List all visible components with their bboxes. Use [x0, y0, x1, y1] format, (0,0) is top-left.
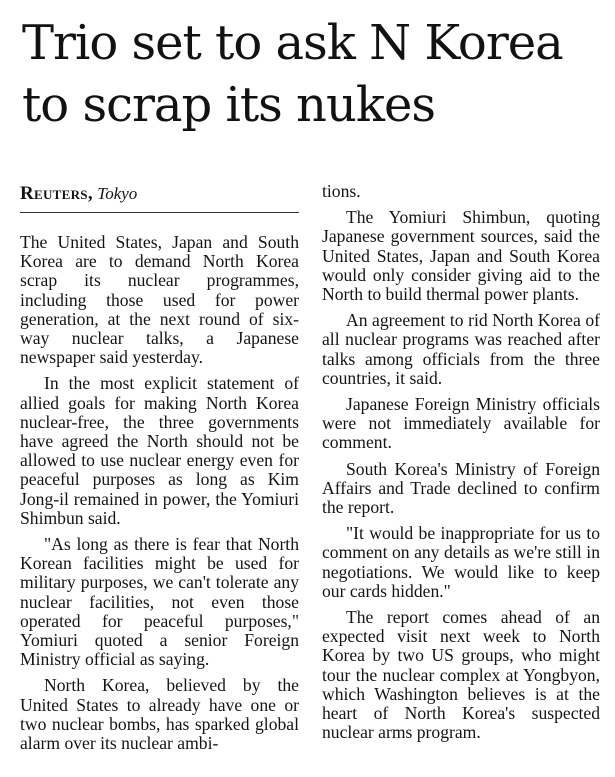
headline — [22, 12, 612, 136]
article-column-right — [322, 183, 600, 749]
news-agency: Reuters, — [20, 183, 93, 204]
paragraph-1: The United States, Japan and South Korea are to demand North Korea scrap its nuclear programmes, including those used for power generation, at the next round of six-way nuclear talks, a Japanese newspaper said yesterday. — [20, 232, 299, 368]
paragraph-4: North Korea, believed by the United States to already have one or two nuclear bombs, has sparked global alarm over its nuclear ambi- — [20, 675, 299, 754]
paragraph-10: The report comes ahead of an expected visit next week to North Korea by two US groups, who might tour the nuclear complex at Yongbyon, which Washington believes is at the heart of North Korea's suspected nuclear arms program. — [322, 607, 600, 743]
paragraph-2: In the most explicit statement of allied goals for making North Korea nuclear-free, the three governments have agreed the North should not be allowed to use nuclear energy even for peaceful purposes as long as Kim Jong-il remained in power, the Yomiuri Shimbun said. — [20, 373, 299, 528]
paragraph-7: Japanese Foreign Ministry officials were not immediately available for comment. — [322, 394, 600, 453]
dateline: Tokyo — [97, 184, 138, 203]
headline-line-2: to scrap its nukes — [22, 77, 435, 133]
article-column-left — [20, 183, 299, 760]
paragraph-4-continued: tions. — [322, 181, 361, 201]
headline-line-1: Trio set to ask N Korea — [22, 15, 563, 71]
paragraph-9: "It would be inappropriate for us to comment on any details as we're still in negotiations. We would like to keep our cards hidden." — [322, 523, 600, 601]
paragraph-6: An agreement to rid North Korea of all nuclear programs was reached after talks among officials from the three countries, it said. — [322, 310, 600, 388]
paragraph-8: South Korea's Ministry of Foreign Affairs and Trade declined to confirm the report. — [322, 458, 600, 518]
byline — [20, 183, 299, 213]
paragraph-3: "As long as there is fear that North Korean facilities might be used for military purposes, we can't tolerate any nuclear facilities, not even those operated for peaceful purposes," Yomiuri quoted a senior Foreign Ministry official as saying. — [20, 534, 299, 670]
paragraph-5: The Yomiuri Shimbun, quoting Japanese government sources, said the United States, Japan and South Korea would only consider giving aid to the North to build thermal power plants. — [322, 207, 600, 305]
